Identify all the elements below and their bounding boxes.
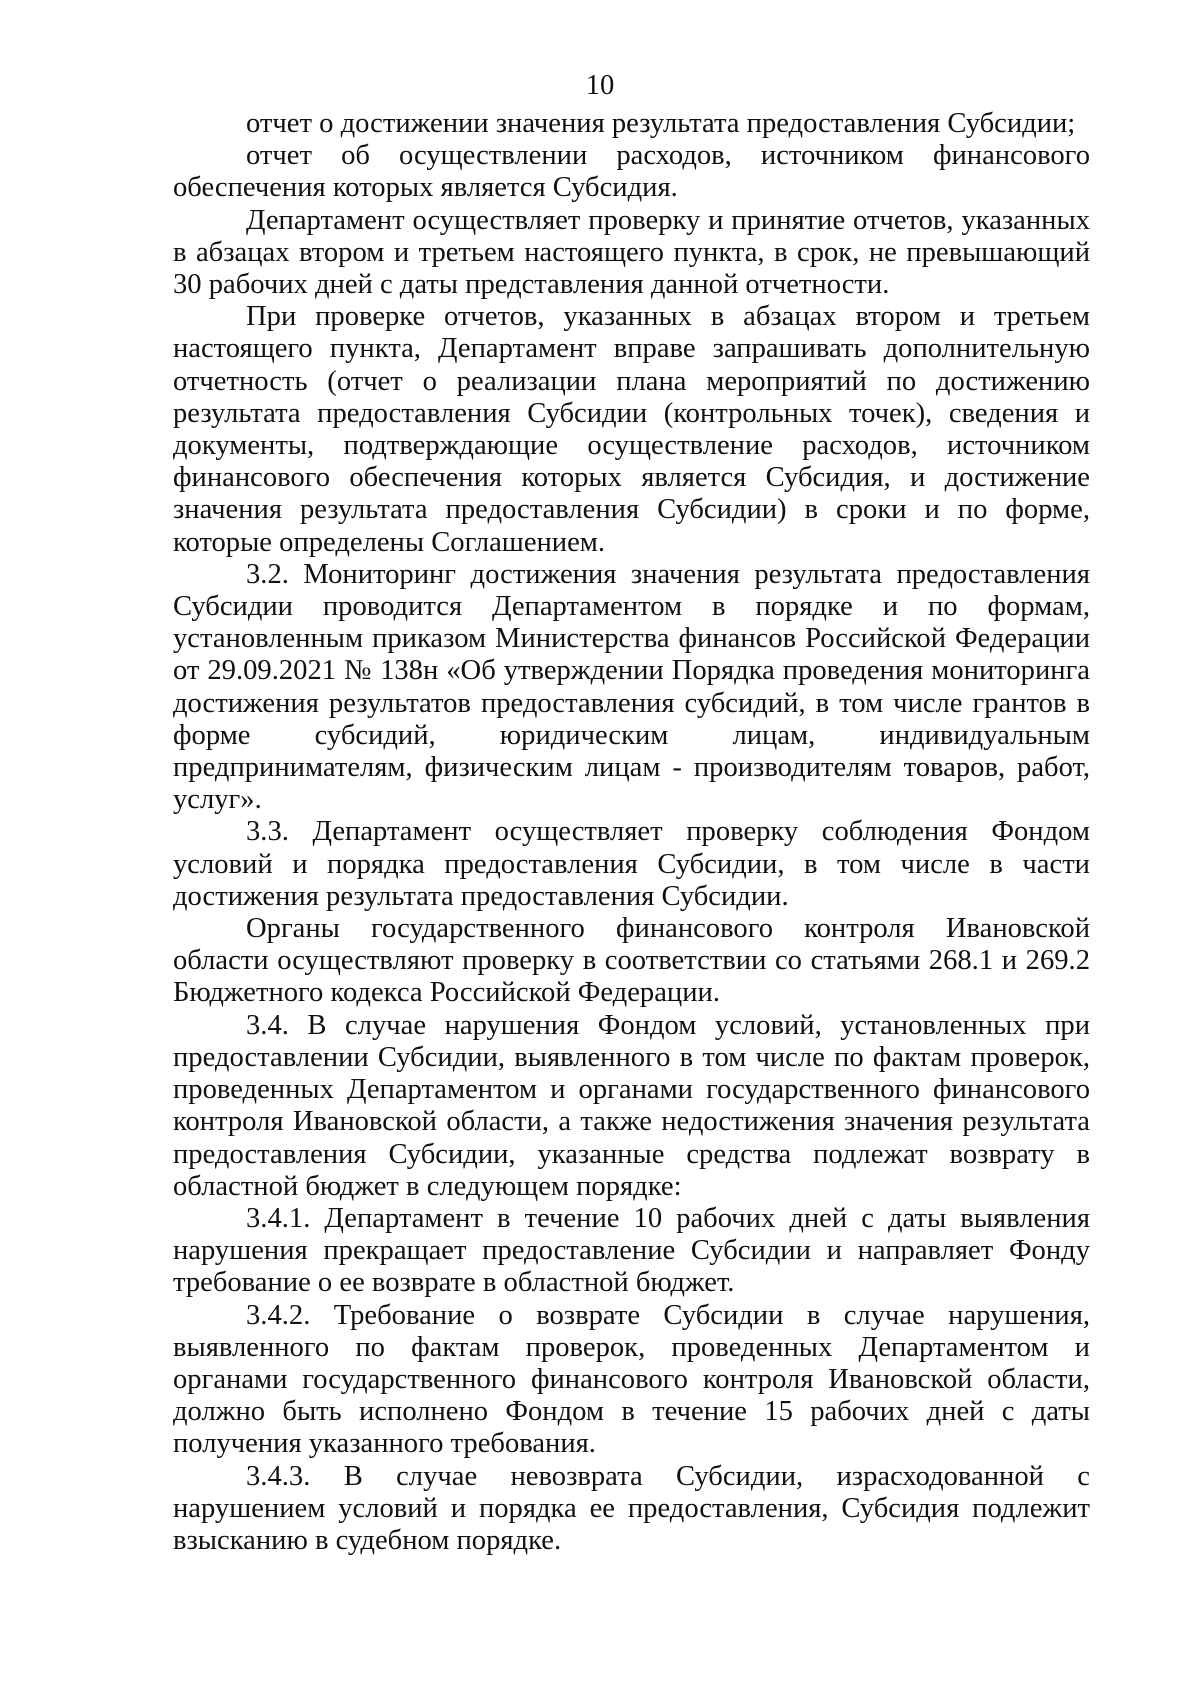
paragraph-3-4-1-refund-demand: 3.4.1. Департамент в течение 10 рабочих дней с даты выявления нарушения прекращает предоставление Субсидии и направляет Фонду требование о ее возврате в областной бюджет. bbox=[173, 1202, 1090, 1299]
paragraph-report-expenses: отчет об осуществлении расходов, источником финансового обеспечения которых является Субсидия. bbox=[173, 140, 1090, 204]
paragraph-3-3-compliance-check: 3.3. Департамент осуществляет проверку соблюдения Фондом условий и порядка предоставления Субсидии, в том числе в части достижения результата предоставления Субсидии. bbox=[173, 816, 1090, 912]
document-body bbox=[173, 108, 1090, 1557]
paragraph-3-4-violation: 3.4. В случае нарушения Фондом условий, установленных при предоставлении Субсидии, выявленного в том числе по фактам проверок, проведенных Департаментом и органами государственного финансового контроля Ивановской области, а также недостижения значения результата предоставления Субсидии, указанные средства подлежат возврату в областной бюджет в следующем порядке: bbox=[173, 1009, 1090, 1202]
paragraph-report-verification: Департамент осуществляет проверку и принятие отчетов, указанных в абзацах втором и третьем настоящего пункта, в срок, не превышающий 30 рабочих дней с даты представления данной отчетности. bbox=[173, 204, 1090, 301]
paragraph-report-result: отчет о достижении значения результата предоставления Субсидии; bbox=[246, 108, 1076, 139]
paragraph-3-2-monitoring: 3.2. Мониторинг достижения значения результата предоставления Субсидии проводится Департаментом в порядке и по формам, установленным приказом Министерства финансов Российской Федерации от 29.09.2021 № 138н «Об утверждении Порядка проведения мониторинга достижения результатов предоставления субсидий, в том числе грантов в форме субсидий, юридическим лицам, индивидуальным предпринимателям, физическим лицам - производителям товаров, работ, услуг». bbox=[173, 558, 1090, 816]
paragraph-financial-control-bodies: Органы государственного финансового контроля Ивановской области осуществляют проверку в соответствии со статьями 268.1 и 269.2 Бюджетного кодекса Российской Федерации. bbox=[173, 913, 1090, 1009]
paragraph-3-4-3-judicial-recovery: 3.4.3. В случае невозврата Субсидии, израсходованной с нарушением условий и порядка ее предоставления, Субсидия подлежит взысканию в судебном порядке. bbox=[173, 1460, 1090, 1556]
paragraph-additional-reporting: При проверке отчетов, указанных в абзацах втором и третьем настоящего пункта, Департамент вправе запрашивать дополнительную отчетность (отчет о реализации плана мероприятий по достижению результата предоставления Субсидии (контрольных точек), сведения и документы, подтверждающие осуществление расходов, источником финансового обеспечения которых является Субсидия, и достижение значения результата предоставления Субсидии) в сроки и по форме, которые определены Соглашением. bbox=[173, 301, 1090, 558]
page-number: 10 bbox=[585, 70, 615, 101]
paragraph-3-4-2-refund-deadline: 3.4.2. Требование о возврате Субсидии в случае нарушения, выявленного по фактам проверок, проведенных Департаментом и органами государственного финансового контроля Ивановской области, должно быть исполнено Фондом в течение 15 рабочих дней с даты получения указанного требования. bbox=[173, 1299, 1090, 1460]
